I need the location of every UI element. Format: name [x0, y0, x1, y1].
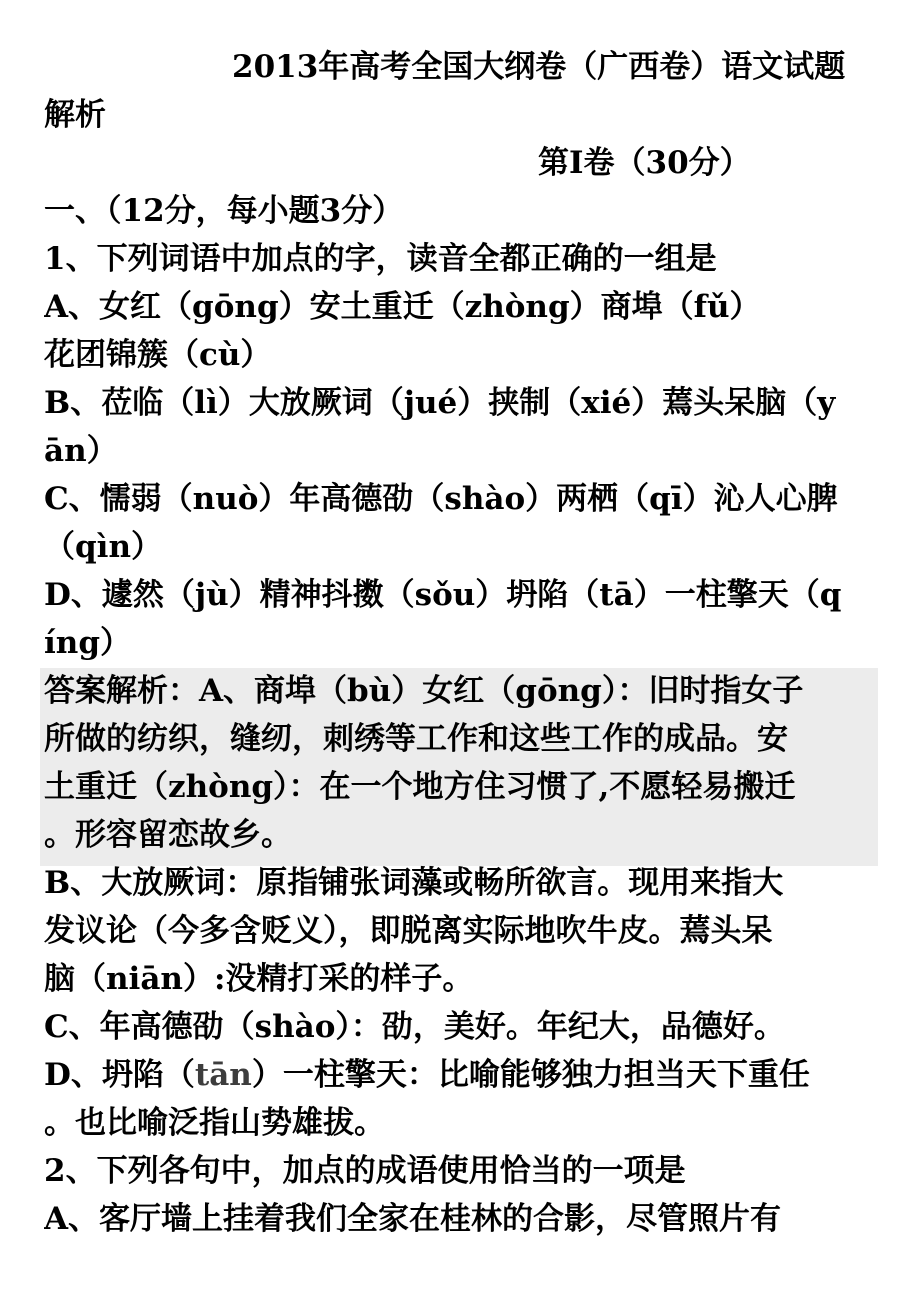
- question-2-option-a: A、客厅墙上挂着我们全家在桂林的合影，尽管照片有: [44, 1201, 782, 1237]
- part-heading: 第I卷（30分）: [538, 145, 751, 181]
- answer-1-b: B、大放厥词：原指铺张词藻或畅所欲言。现用来指大: [44, 865, 784, 901]
- answer-1-b-continuation: 发议论（今多含贬义），即脱离实际地吹牛皮。蔫头呆: [44, 913, 773, 949]
- answer-1-a-continuation: 。形容留恋故乡。: [44, 817, 292, 853]
- section-heading: 一、（12分，每小题3分）: [44, 193, 404, 229]
- answer-1-b-continuation: 脑（niān）:没精打采的样子。: [44, 961, 474, 997]
- question-1-option-b-continuation: ān）: [44, 433, 118, 469]
- answer-1-a-continuation: 所做的纺织，缝纫，刺绣等工作和这些工作的成品。安: [44, 721, 788, 757]
- answer-1-a-continuation: 土重迁（zhòng）：在一个地方住习惯了,不愿轻易搬迁: [44, 769, 796, 805]
- document-title: 2013年高考全国大纲卷（广西卷）语文试题: [232, 49, 846, 85]
- question-2-stem: 2、下列各句中，加点的成语使用恰当的一项是: [44, 1153, 686, 1189]
- answer-1-c: C、年高德劭（shào）：劭，美好。年纪大，品德好。: [44, 1009, 785, 1045]
- question-1-option-d: D、遽然（jù）精神抖擞（sǒu）坍陷（tā）一柱擎天（q: [44, 577, 842, 613]
- question-1-option-c-continuation: （qìn）: [44, 529, 162, 565]
- answer-1-d: [44, 1051, 884, 1099]
- question-1-option-a-continuation: 花团锦簇（cù）: [44, 337, 272, 373]
- answer-1-a: 答案解析：A、商埠（bù）女红（gōng）：旧时指女子: [44, 673, 804, 709]
- question-1-option-a: A、女红（gōng）安土重迁（zhòng）商埠（fǔ）: [44, 289, 761, 325]
- answer-1-d-continuation: 。也比喻泛指山势雄拔。: [44, 1105, 385, 1141]
- question-1-option-c: C、懦弱（nuò）年高德劭（shào）两栖（qī）沁人心脾: [44, 481, 838, 517]
- answer-1-d-suffix: ）一柱擎天：比喻能够独力担当天下重任: [251, 1057, 810, 1093]
- question-1-option-d-continuation: íng）: [44, 625, 131, 661]
- question-1-stem: 1、下列词语中加点的字，读音全都正确的一组是: [44, 241, 717, 277]
- answer-1-d-pinyin: tān: [194, 1057, 252, 1093]
- answer-1-d-prefix: D、坍陷（: [44, 1057, 195, 1093]
- question-1-option-b: B、莅临（lì）大放厥词（jué）挟制（xié）蔫头呆脑（y: [44, 385, 836, 421]
- document-title-continuation: 解析: [44, 97, 106, 133]
